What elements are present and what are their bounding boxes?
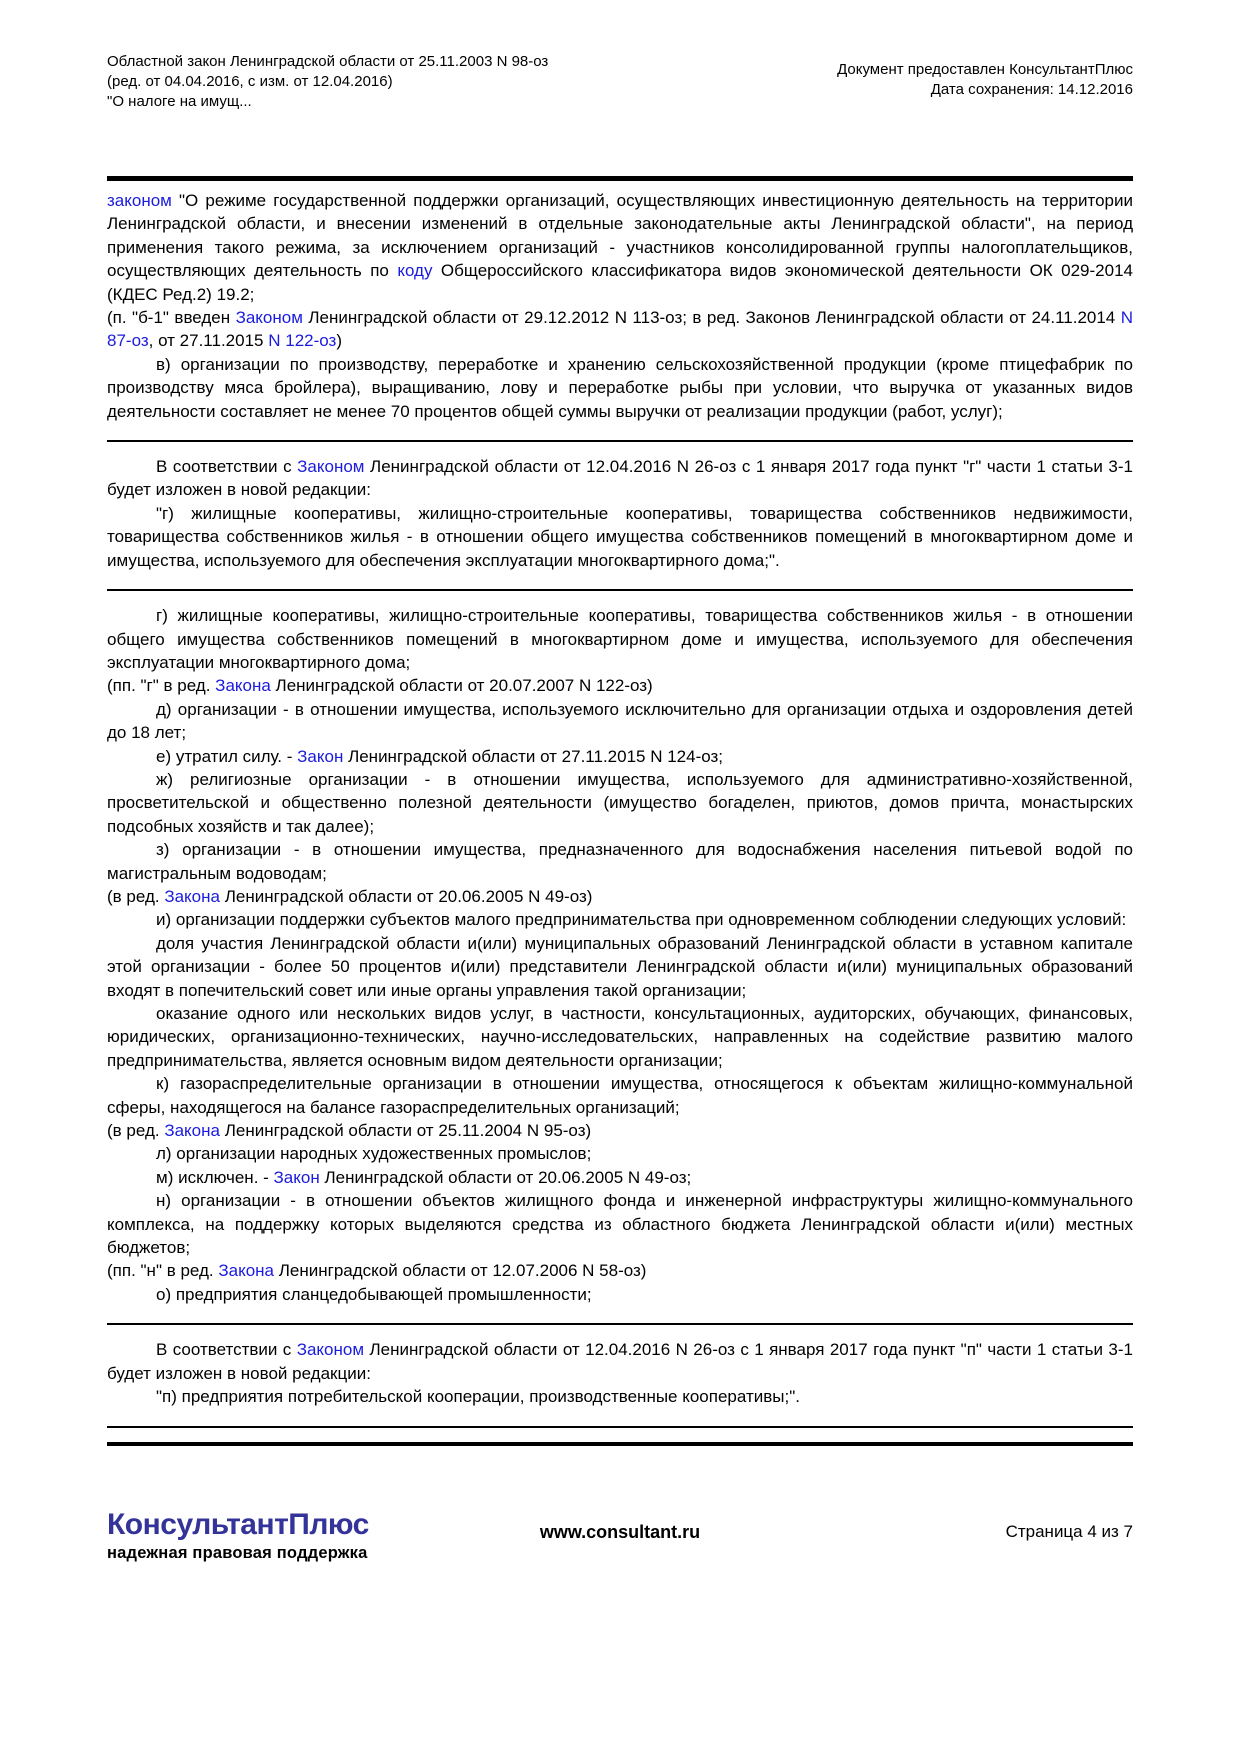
text-run: Ленинградской области от 29.12.2012 N 113-оз; в ред. Законов Ленинградской области от 24.11.2014	[302, 308, 1121, 328]
text-run: )	[336, 331, 342, 351]
paragraph	[107, 932, 1133, 1002]
paragraph	[107, 1002, 1133, 1072]
logo-tagline: надежная правовая поддержка	[107, 1543, 368, 1562]
paragraph	[107, 1119, 1133, 1142]
document-link[interactable]: N 122-оз	[268, 331, 337, 351]
document-link[interactable]: Закона	[164, 1121, 220, 1141]
document-title-line-1: Областной закон Ленинградской области от 25.11.2003 N 98-оз	[107, 53, 549, 70]
provided-by-line	[837, 60, 1133, 80]
text-run: е) утратил силу. -	[156, 746, 298, 766]
text-run: Ленинградской области от 12.07.2006 N 58-оз)	[274, 1261, 647, 1281]
text-run: "п) предприятия потребительской кооперации, производственные кооперативы;".	[156, 1387, 800, 1407]
paragraph	[107, 745, 1133, 768]
text-run: Ленинградской области от 20.06.2005 N 49-оз)	[219, 886, 593, 906]
text-run: (в ред.	[107, 886, 165, 906]
text-run: (п. "б-1" введен	[107, 308, 236, 328]
consultantplus-logo: КонсультантПлюс	[107, 1507, 369, 1541]
text-run: "О режиме государственной поддержки организаций, осуществляющих инвестиционную деятельность на территории Ленинградской области, и внесении изменений в отдельные законодательные акты Ленинградской области", на период применения такого режима, за исключением организаций - участников консолидированной группы налогоплательщиков, осуществляющих деятельность по	[107, 191, 1133, 281]
paragraph	[107, 674, 1133, 697]
paragraph	[107, 838, 1133, 885]
text-run: Общероссийского классификатора видов экономической деятельности ОК 029-2014 (КДЕС Ред.2) 19.2;	[107, 261, 1133, 304]
text-run: Ленинградской области от 25.11.2004 N 95-оз)	[219, 1121, 592, 1141]
footer-logo-block	[107, 1508, 449, 1563]
text-run: о) предприятия сланцедобывающей промышленности;	[156, 1284, 592, 1304]
paragraph	[107, 1072, 1133, 1119]
text-run: (пп. "г" в ред.	[107, 676, 216, 696]
horizontal-rule-thin	[107, 1323, 1133, 1325]
text-run: к) газораспределительные организации в отношении имущества, относящегося к объектам жилищно-коммунальной сферы, находящегося на балансе газораспределительных организаций;	[107, 1074, 1133, 1117]
document-link[interactable]: Закона	[164, 886, 220, 906]
footer-site-block	[449, 1508, 791, 1563]
paragraph	[107, 1385, 1133, 1408]
document-link[interactable]: Законом	[297, 457, 365, 477]
text-run: ж) религиозные организации - в отношении имущества, используемого для административно-хозяйственной, просветительской и общественно полезной деятельности (имущество богаделен, приютов, домов причта, монастырских подсобных хозяйств и так далее);	[107, 769, 1133, 836]
text-run: оказание одного или нескольких видов услуг, в частности, консультационных, аудиторских, обучающих, финансовых, юридических, организационно-технических, научно-исследовательских, направленных на содействие развитию малого предпринимательства, является основным видом деятельности организации;	[107, 1004, 1133, 1070]
document-link[interactable]: Закона	[215, 676, 271, 696]
paragraph	[107, 1142, 1133, 1165]
document-title	[107, 52, 548, 112]
text-run: Ленинградской области от 27.11.2015 N 124-оз;	[343, 746, 724, 766]
paragraph	[107, 1259, 1133, 1282]
page-footer	[107, 1508, 1133, 1563]
text-run: Ленинградской области от 20.07.2007 N 122-оз)	[270, 676, 653, 696]
paragraph	[107, 455, 1133, 502]
text-run: м) исключен. -	[156, 1167, 274, 1187]
text-run: н) организации - в отношении объектов жилищного фонда и инженерной инфраструктуры жилищно-коммунального комплекса, на поддержку которых выделяются средства из областного бюджета Ленинградской области и(или) местных бюджетов;	[107, 1191, 1133, 1258]
text-run: з) организации - в отношении имущества, предназначенного для водоснабжения населения питьевой водой по магистральным водоводам;	[107, 840, 1133, 883]
text-run: В соответствии с	[156, 1340, 297, 1360]
save-date: Дата сохранения: 14.12.2016	[930, 81, 1133, 98]
paragraph	[107, 908, 1133, 931]
paragraph	[107, 885, 1133, 908]
text-run: и) организации поддержки субъектов малого предпринимательства при одновременном соблюдении следующих условий:	[156, 910, 1127, 930]
paragraph	[107, 502, 1133, 572]
document-link[interactable]: коду	[397, 261, 433, 281]
text-run: , от 27.11.2015	[148, 331, 269, 351]
document-link[interactable]: Закон	[273, 1167, 320, 1187]
text-run: д) организации - в отношении имущества, используемого исключительно для организации отдыха и оздоровления детей до 18 лет;	[107, 699, 1133, 743]
paragraph	[107, 1338, 1133, 1385]
text-run: в) организации по производству, переработке и хранению сельскохозяйственной продукции (кроме птицефабрик по производству мяса бройлера), выращиванию, лову и переработке рыбы при условии, что выручка от указанных видов деятельности составляет не менее 70 процентов общей суммы выручки от реализации продукции (работ, услуг);	[107, 354, 1133, 421]
paragraph	[107, 1283, 1133, 1306]
document-link[interactable]: Закон	[297, 746, 344, 766]
paragraph	[107, 353, 1133, 423]
provided-by-block	[837, 52, 1133, 100]
document-link[interactable]: законом	[107, 191, 172, 210]
text-run: г) жилищные кооперативы, жилищно-строительные кооперативы, товарищества собственников жилья - в отношении общего имущества собственников помещений в многоквартирном доме и имущества, используемого для обеспечения эксплуатации многоквартирного дома;	[107, 606, 1133, 672]
document-body	[107, 181, 1133, 1446]
document-link[interactable]: Закона	[218, 1261, 275, 1281]
text-run: "г) жилищные кооперативы, жилищно-строительные кооперативы, товарищества собственников недвижимости, товарищества собственников жилья - в отношении общего имущества собственников помещений в многоквартирном доме и имущества, используемого для обеспечения эксплуатации многоквартирного дома;".	[107, 503, 1133, 570]
text-run: л) организации народных художественных промыслов;	[156, 1144, 592, 1164]
document-title-line-3: "О налоге на имущ...	[107, 93, 252, 110]
page-indicator: Страница 4 из 7	[1005, 1521, 1133, 1541]
horizontal-rule-thin	[107, 440, 1133, 442]
paragraph	[107, 1166, 1133, 1189]
horizontal-rule-thin	[107, 589, 1133, 591]
paragraph	[107, 306, 1133, 353]
text-run: доля участия Ленинградской области и(или) муниципальных образований Ленинградской области в уставном капитале этой организации - более 50 процентов и(или) представители Ленинградской области и(или) муниципальных образований входят в попечительский совет или иные органы управления такой организации;	[107, 933, 1133, 1000]
paragraph	[107, 698, 1133, 745]
paragraph	[107, 768, 1133, 838]
document-title-line-2: (ред. от 04.04.2016, с изм. от 12.04.2016)	[107, 73, 393, 90]
horizontal-rule-thin	[107, 1426, 1133, 1428]
paragraph	[107, 1189, 1133, 1259]
text-run: (пп. "н" в ред.	[107, 1261, 219, 1281]
text-run: (в ред.	[107, 1121, 165, 1141]
consultantplus-link[interactable]: КонсультантПлюс	[1009, 61, 1133, 78]
document-link[interactable]: N 87-оз	[107, 308, 1133, 351]
page-header	[107, 52, 1133, 164]
document-link[interactable]: Законом	[296, 1340, 365, 1360]
consultant-site-link[interactable]: www.consultant.ru	[539, 1521, 701, 1542]
horizontal-rule-thick	[107, 1442, 1133, 1446]
text-run: Ленинградской области от 12.04.2016 N 26-оз с 1 января 2017 года пункт "п" части 1 статьи 3-1 будет изложен в новой редакции:	[107, 1340, 1133, 1383]
text-run: Ленинградской области от 12.04.2016 N 26-оз с 1 января 2017 года пункт "г" части 1 статьи 3-1 будет изложен в новой редакции:	[107, 457, 1133, 500]
text-run: В соответствии с	[156, 457, 298, 477]
document-link[interactable]: Законом	[235, 308, 303, 328]
paragraph	[107, 604, 1133, 674]
provided-by-text: Документ предоставлен	[837, 61, 1010, 78]
text-run: Ленинградской области от 20.06.2005 N 49-оз;	[319, 1167, 692, 1187]
paragraph	[107, 189, 1133, 306]
